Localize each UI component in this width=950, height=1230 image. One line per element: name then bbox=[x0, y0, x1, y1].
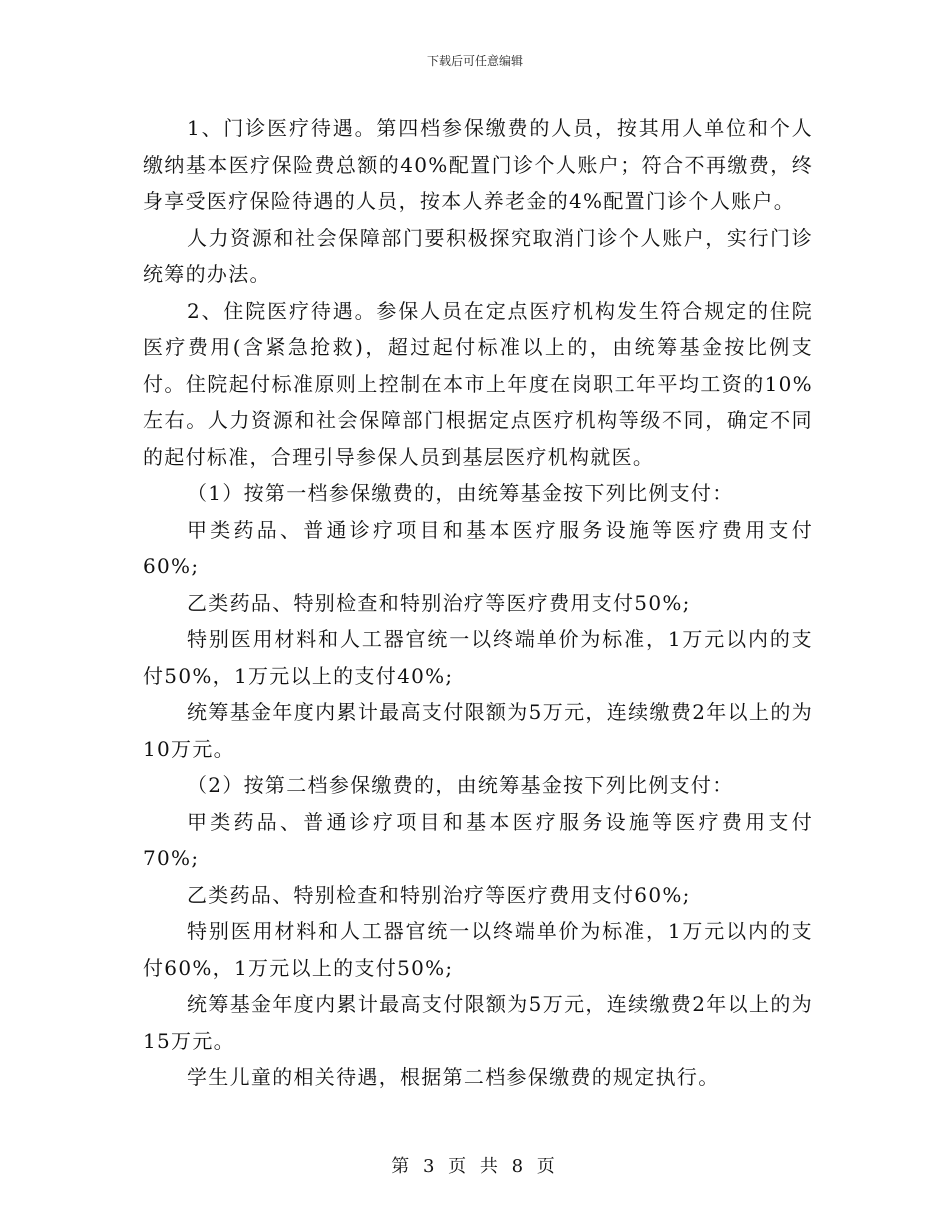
paragraph-tier-two-materials: 特别医用材料和人工器官统一以终端单价为标准，1万元以内的支付60%，1万元以上的支付50%; bbox=[143, 919, 813, 980]
paragraph-tier-one-class-a: 甲类药品、普通诊疗项目和基本医疗服务设施等医疗费用支付60%; bbox=[143, 517, 813, 578]
document-body bbox=[143, 110, 813, 1096]
paragraph-students-children: 学生儿童的相关待遇，根据第二档参保缴费的规定执行。 bbox=[187, 1065, 720, 1089]
paragraph-tier-one-materials: 特别医用材料和人工器官统一以终端单价为标准，1万元以内的支付50%，1万元以上的支付40%; bbox=[143, 627, 813, 688]
page-header: 下载后可任意编辑 bbox=[426, 54, 523, 68]
paragraph-tier-one-limit: 统筹基金年度内累计最高支付限额为5万元，连续缴费2年以上的为10万元。 bbox=[143, 700, 813, 761]
paragraph-tier-one-class-b: 乙类药品、特别检查和特别治疗等医疗费用支付50%; bbox=[187, 590, 691, 615]
paragraph-tier-one-heading: （1）按第一档参保缴费的，由统筹基金按下列比例支付： bbox=[187, 481, 734, 505]
paragraph-tier-two-class-b: 乙类药品、特别检查和特别治疗等医疗费用支付60%; bbox=[187, 882, 691, 907]
paragraph-tier-two-limit: 统筹基金年度内累计最高支付限额为5万元，连续缴费2年以上的为15万元。 bbox=[143, 992, 813, 1053]
paragraph-tier-two-class-a: 甲类药品、普通诊疗项目和基本医疗服务设施等医疗费用支付70%; bbox=[143, 809, 813, 870]
paragraph-outpatient-pooling: 人力资源和社会保障部门要积极探究取消门诊个人账户，实行门诊统筹的办法。 bbox=[143, 225, 813, 286]
paragraph-tier-two-heading: （2）按第二档参保缴费的，由统筹基金按下列比例支付： bbox=[187, 773, 734, 797]
paragraph-inpatient-treatment: 2、住院医疗待遇。参保人员在定点医疗机构发生符合规定的住院医疗费用(含紧急抢救)，超过起付标准以上的，由统筹基金按比例支付。住院起付标准原则上控制在本市上年度在岗职工年平均工资的10%左右。人力资源和社会保障部门根据定点医疗机构等级不同，确定不同的起付标准，合理引导参保人员到基层医疗机构就医。 bbox=[143, 298, 813, 469]
page-number: 第 3 页 共 8 页 bbox=[391, 1156, 559, 1177]
paragraph-outpatient-treatment: 1、门诊医疗待遇。第四档参保缴费的人员，按其用人单位和个人缴纳基本医疗保险费总额的40%配置门诊个人账户；符合不再缴费，终身享受医疗保险待遇的人员，按本人养老金的4%配置门诊个人账户。 bbox=[143, 116, 813, 213]
